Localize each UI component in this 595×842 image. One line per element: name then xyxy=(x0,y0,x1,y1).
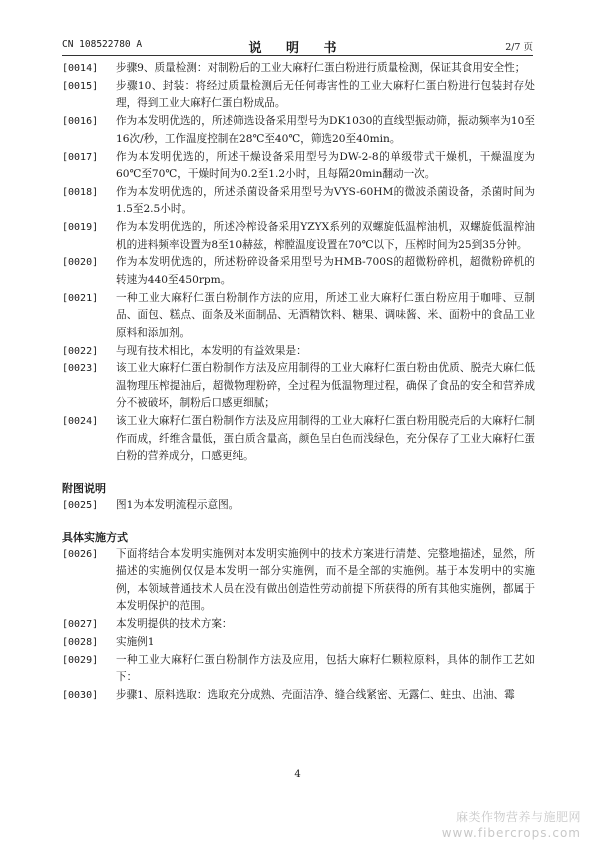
paragraph-number: [0028] xyxy=(62,636,99,648)
paragraph-number: [0018] xyxy=(62,186,99,198)
paragraph-text: 步骤1、原料选取：选取充分成熟、壳面洁净、缝合线紧密、无露仁、蛀虫、出油、霉 xyxy=(116,689,515,701)
paragraph xyxy=(62,113,535,148)
paragraph-text: 一种工业大麻籽仁蛋白粉制作方法及应用，包括大麻籽仁颗粒原料，具体的制作工艺如下： xyxy=(116,653,535,684)
paragraph xyxy=(62,652,535,687)
paragraph xyxy=(62,546,535,616)
paragraph-number: [0027] xyxy=(62,618,99,630)
paragraph-number: [0029] xyxy=(62,654,99,666)
page-header xyxy=(62,37,533,56)
paragraph xyxy=(62,290,535,342)
paragraph-text: 本发明提供的技术方案： xyxy=(116,617,233,630)
paragraph xyxy=(62,616,535,633)
paragraph-group-embodiments xyxy=(62,546,535,705)
paragraph xyxy=(62,60,535,77)
paragraph xyxy=(62,343,535,360)
paragraph-text: 一种工业大麻籽仁蛋白粉制作方法的应用，所述工业大麻籽仁蛋白粉应用于咖啡、豆制品、面包、糕点、面条及米面制品、无酒精饮料、糖果、调味酱、米、面粉中的食品工业原料和添加剂。 xyxy=(116,291,535,339)
paragraph-text: 该工业大麻籽仁蛋白粉制作方法及应用制得的工业大麻籽仁蛋白粉用脱壳后的大麻籽仁制作而成，纤维含量低，蛋白质含量高，颜色呈白色而浅绿色，充分保存了工业大麻籽仁蛋白粉的营养成分，口感更纯。 xyxy=(116,415,535,462)
section-heading-figures: 附图说明 xyxy=(62,481,106,495)
paragraph-number: [0024] xyxy=(62,416,99,428)
paragraph xyxy=(62,184,535,219)
paragraph xyxy=(62,413,535,465)
paragraph-group-figures xyxy=(62,497,535,514)
paragraph xyxy=(62,149,535,184)
paragraph-number: [0017] xyxy=(62,151,99,163)
document-body xyxy=(62,60,535,705)
paragraph xyxy=(62,687,535,704)
page-ratio: 2/7 页 xyxy=(505,42,533,53)
paragraph-number: [0025] xyxy=(62,499,99,511)
paragraph-text: 下面将结合本发明实施例对本发明实施例中的技术方案进行清楚、完整地描述，显然，所描述的实施例仅仅是本发明一部分实施例，而不是全部的实施例。基于本发明中的实施例，本领域普通技术人员在没有做出创造性劳动前提下所获得的所有其他实施例，都属于本发明保护的范围。 xyxy=(116,547,535,612)
paragraph-number: [0021] xyxy=(62,292,99,304)
paragraph-text: 步骤10、封装：将经过质量检测后无任何毒害性的工业大麻籽仁蛋白粉进行包装封存处理，得到工业大麻籽仁蛋白粉成品。 xyxy=(116,79,535,110)
paragraph-number: [0016] xyxy=(62,116,99,128)
paragraph xyxy=(62,360,535,412)
paragraph xyxy=(62,497,535,514)
watermark-site-url: www.fibercrops.com xyxy=(441,826,581,840)
paragraph-text: 图1为本发明流程示意图。 xyxy=(116,498,240,511)
paragraph-text: 作为本发明优选的，所述冷榨设备采用YZYX系列的双螺旋低温榨油机，双螺旋低温榨油机的进料频率设置为8至10赫兹，榨膛温度设置在70℃以下，压榨时间为25到35分钟。 xyxy=(116,221,535,251)
page-number: 4 xyxy=(294,769,301,780)
paragraph-group-claims xyxy=(62,60,535,465)
document-title: 说 明 书 xyxy=(248,41,347,56)
paragraph-text: 作为本发明优选的，所述筛选设备采用型号为DK1030的直线型振动筛，振动频率为10至16次/秒，工作温度控制在28℃至40℃，筛选20至40min。 xyxy=(116,115,535,145)
paragraph xyxy=(62,254,535,289)
paragraph-number: [0015] xyxy=(62,80,99,92)
paragraph-number: [0020] xyxy=(62,257,99,269)
watermark-site-name: 麻类作物营养与施肥网 xyxy=(455,810,581,824)
paragraph-text: 实施例1 xyxy=(116,635,155,648)
paragraph xyxy=(62,634,535,651)
paragraph-text: 该工业大麻籽仁蛋白粉制作方法及应用制得的工业大麻籽仁蛋白粉由优质、脱壳大麻仁低温物理压榨提油后，超微物理粉碎，全过程为低温物理过程，确保了食品的安全和营养成分不被破坏，制粉后口感更细腻； xyxy=(116,362,535,410)
paragraph-number: [0022] xyxy=(62,345,99,357)
document-number: CN 108522780 A xyxy=(62,39,143,50)
paragraph-number: [0023] xyxy=(62,363,99,375)
paragraph-number: [0030] xyxy=(62,690,99,701)
paragraph xyxy=(62,78,535,113)
paragraph-text: 与现有技术相比，本发明的有益效果是： xyxy=(116,344,307,357)
paragraph-text: 作为本发明优选的，所述杀菌设备采用型号为VYS-60HM的微波杀菌设备，杀菌时间为1.5至2.5小时。 xyxy=(116,185,535,216)
paragraph-number: [0014] xyxy=(62,63,99,74)
section-heading-embodiments: 具体实施方式 xyxy=(62,530,128,544)
paragraph-text: 作为本发明优选的，所述干燥设备采用型号为DW-2-8的单级带式干燥机，干燥温度为60℃至70℃，干燥时间为0.2至1.2小时，且每隔20min翻动一次。 xyxy=(116,150,535,180)
paragraph-number: [0026] xyxy=(62,548,99,560)
paragraph-text: 作为本发明优选的，所述粉碎设备采用型号为HMB-700S的超微粉碎机，超微粉碎机的转速为440至450rpm。 xyxy=(116,256,535,286)
paragraph xyxy=(62,219,535,254)
paragraph-number: [0019] xyxy=(62,222,99,234)
paragraph-text: 步骤9、质量检测：对制粉后的工业大麻籽仁蛋白粉进行质量检测，保证其食用安全性； xyxy=(116,62,526,74)
